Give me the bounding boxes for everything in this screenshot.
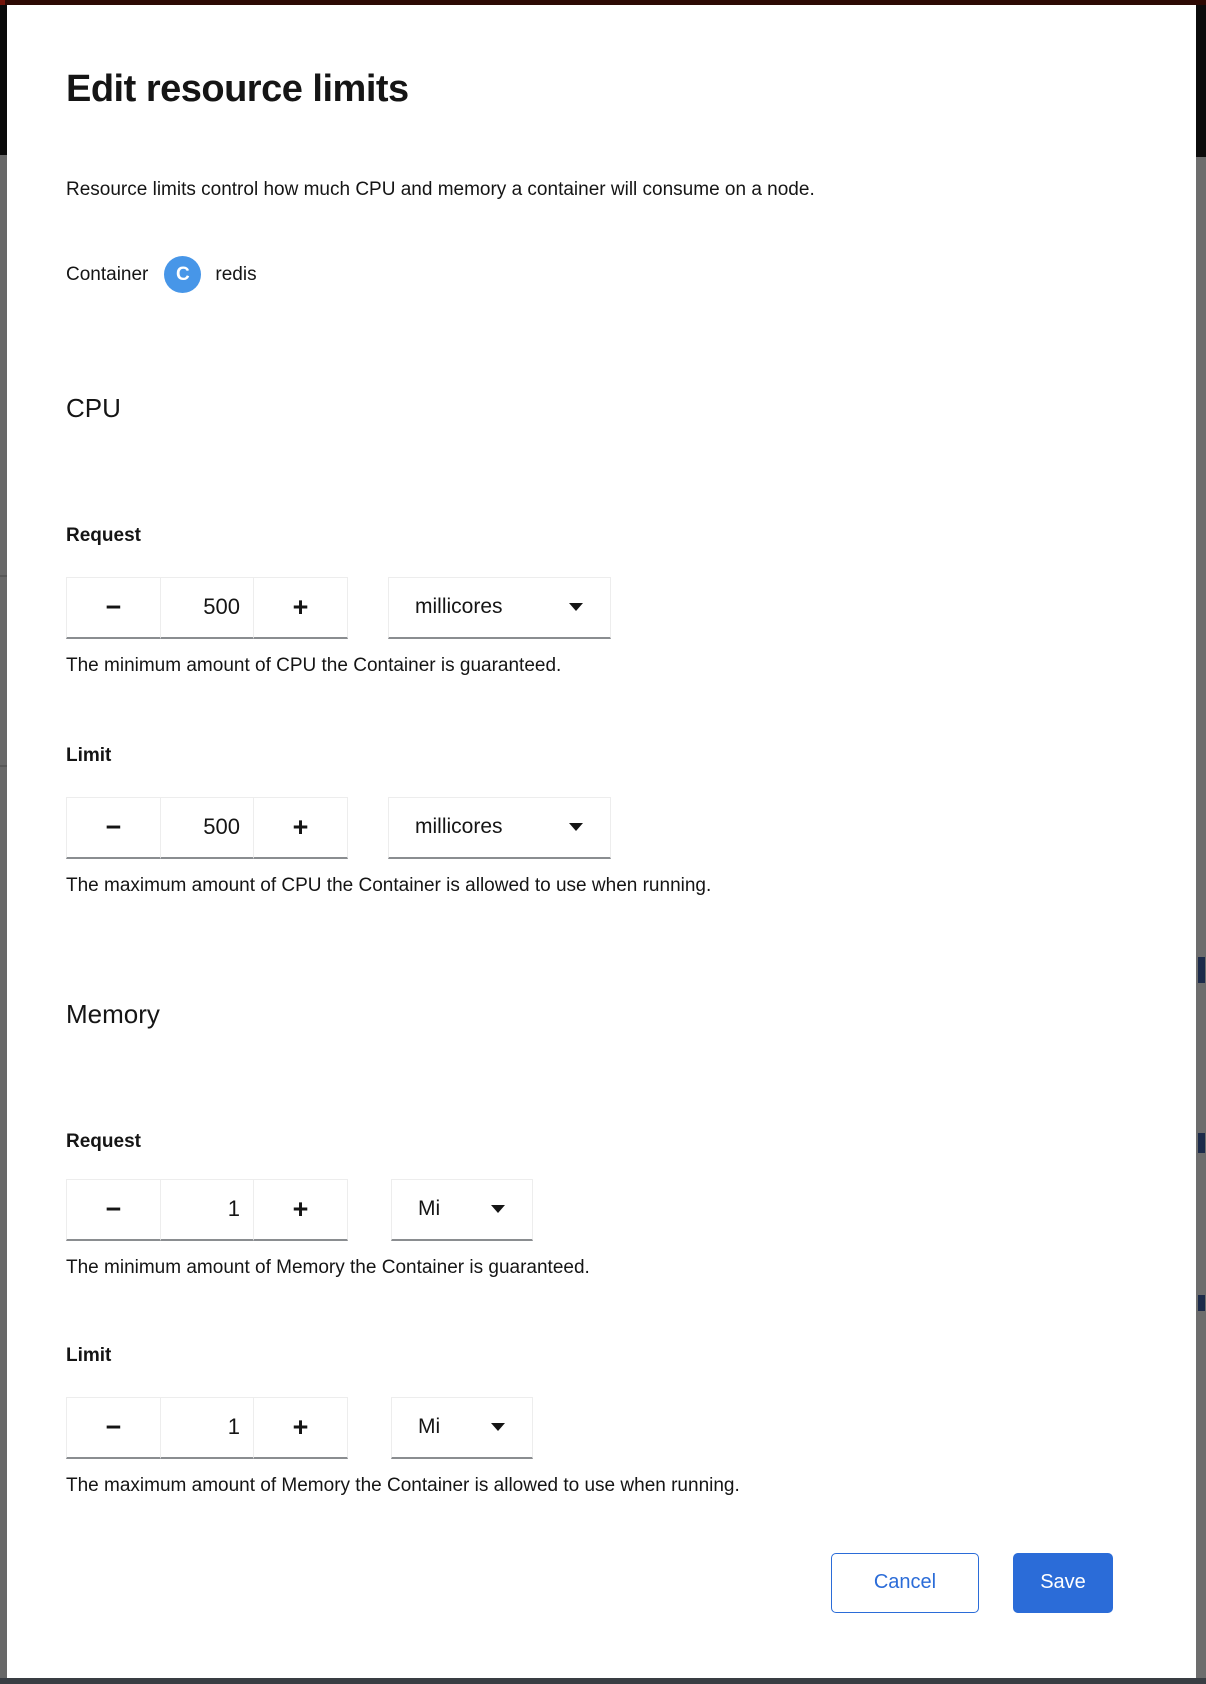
minus-button[interactable]: − <box>66 797 160 859</box>
memory-request-unit-dropdown[interactable] <box>391 1179 533 1241</box>
unit-dropdown-value: millicores <box>415 815 503 839</box>
memory-request-label: Request <box>66 1130 141 1152</box>
memory-limit-unit-dropdown[interactable] <box>391 1397 533 1459</box>
memory-limit-help-text: The maximum amount of Memory the Container is allowed to use when running. <box>66 1474 740 1496</box>
cpu-limit-help-text: The maximum amount of CPU the Container is allowed to use when running. <box>66 874 712 896</box>
cpu-request-row <box>66 577 1113 639</box>
background-right-strip <box>1196 5 1206 1684</box>
unit-dropdown-value: millicores <box>415 595 503 619</box>
cpu-limit-row <box>66 797 1113 859</box>
cpu-request-value-input[interactable]: 500 <box>160 577 254 639</box>
minus-button[interactable]: − <box>66 577 160 639</box>
chevron-down-icon <box>569 603 583 611</box>
save-button[interactable]: Save <box>1013 1553 1113 1613</box>
edit-resource-limits-modal <box>7 5 1196 1678</box>
background-left-dark <box>0 5 7 155</box>
section-heading-cpu: CPU <box>66 392 121 423</box>
plus-button[interactable]: + <box>254 1179 348 1241</box>
memory-limit-stepper <box>66 1397 348 1459</box>
background-top-bar <box>0 0 1206 5</box>
background-artifact <box>1198 1133 1205 1153</box>
background-bottom-bar <box>0 1678 1206 1684</box>
background-artifact <box>1198 957 1205 983</box>
cpu-limit-label: Limit <box>66 744 112 766</box>
plus-button[interactable]: + <box>254 1397 348 1459</box>
container-badge-icon: C <box>164 256 201 293</box>
memory-limit-row <box>66 1397 1113 1459</box>
background-seam <box>0 765 7 767</box>
unit-dropdown-value: Mi <box>418 1415 441 1439</box>
modal-description: Resource limits control how much CPU and memory a container will consume on a node. <box>66 178 815 200</box>
minus-button[interactable]: − <box>66 1397 160 1459</box>
container-row <box>66 255 1113 295</box>
memory-request-row <box>66 1179 1113 1241</box>
background-top-accent <box>0 0 5 5</box>
cancel-button[interactable]: Cancel <box>831 1553 979 1613</box>
background-left-strip <box>0 5 7 1684</box>
cpu-request-help-text: The minimum amount of CPU the Container is guaranteed. <box>66 654 562 676</box>
chevron-down-icon <box>491 1205 505 1213</box>
cpu-request-stepper <box>66 577 348 639</box>
memory-limit-label: Limit <box>66 1344 112 1366</box>
cpu-limit-unit-dropdown[interactable] <box>388 797 611 859</box>
modal-footer <box>66 1553 1113 1613</box>
minus-button[interactable]: − <box>66 1179 160 1241</box>
unit-dropdown-value: Mi <box>418 1197 441 1221</box>
container-name: redis <box>215 263 257 285</box>
modal-title: Edit resource limits <box>66 68 409 110</box>
memory-request-help-text: The minimum amount of Memory the Container is guaranteed. <box>66 1256 590 1278</box>
cpu-request-unit-dropdown[interactable] <box>388 577 611 639</box>
background-artifact <box>1198 1295 1205 1311</box>
section-heading-memory: Memory <box>66 998 160 1029</box>
chevron-down-icon <box>569 823 583 831</box>
cpu-limit-value-input[interactable]: 500 <box>160 797 254 859</box>
memory-request-stepper <box>66 1179 348 1241</box>
background-right-dark <box>1196 5 1206 157</box>
chevron-down-icon <box>491 1423 505 1431</box>
memory-limit-value-input[interactable]: 1 <box>160 1397 254 1459</box>
plus-button[interactable]: + <box>254 577 348 639</box>
plus-button[interactable]: + <box>254 797 348 859</box>
cpu-limit-stepper <box>66 797 348 859</box>
memory-request-value-input[interactable]: 1 <box>160 1179 254 1241</box>
background-seam <box>0 575 7 577</box>
cpu-request-label: Request <box>66 524 141 546</box>
container-label: Container <box>66 263 149 285</box>
